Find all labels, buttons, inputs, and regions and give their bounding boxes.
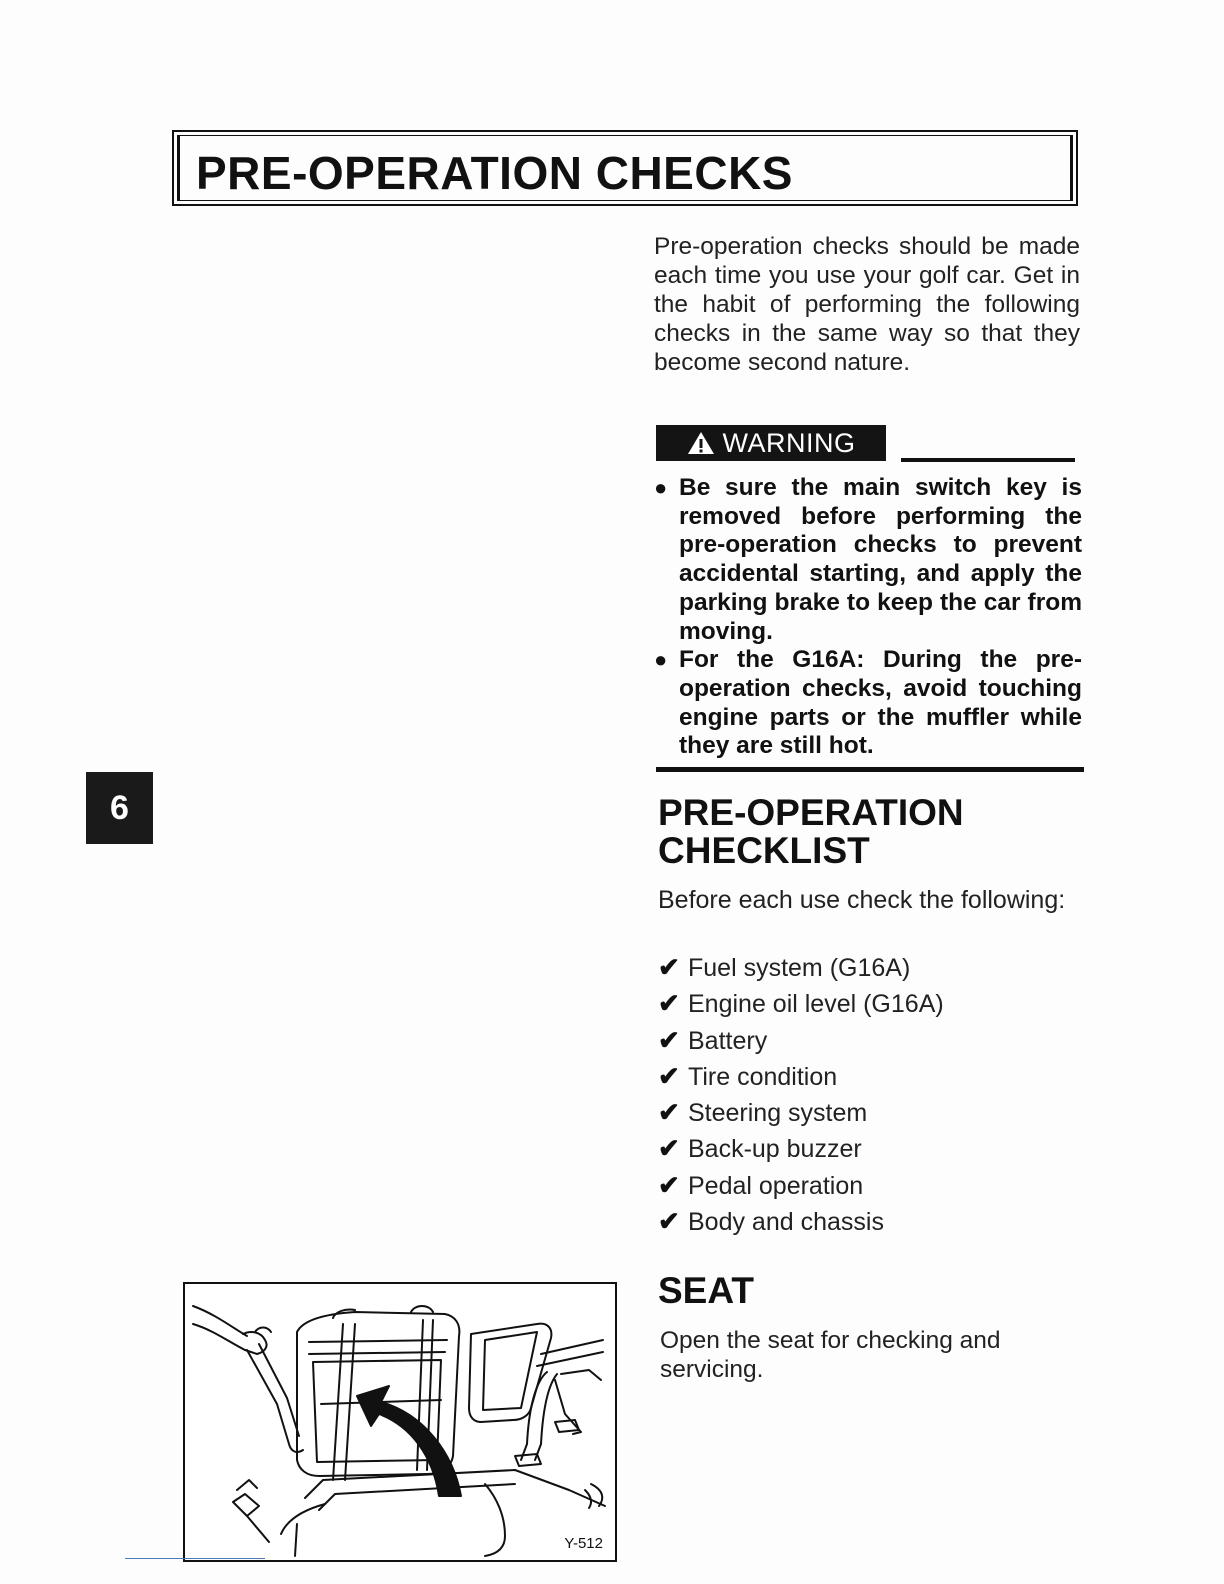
seat-lift-illustration-icon <box>185 1284 615 1560</box>
figure-code: Y-512 <box>564 1535 603 1552</box>
section-title-box <box>172 130 1078 206</box>
chapter-tab: 6 <box>86 772 153 844</box>
warning-rule <box>901 458 1075 462</box>
seat-heading: SEAT <box>658 1270 754 1311</box>
warning-triangle-icon <box>687 431 715 455</box>
checkmark-icon: ✔ <box>658 1097 680 1128</box>
warning-badge <box>656 425 886 461</box>
warning-item: ● Be sure the main switch key is removed before performing the pre-operation checks to prevent accidental starting, and apply the parking brake to keep the car from moving. <box>654 474 1082 645</box>
checklist <box>658 952 944 1242</box>
page-title: PRE-OPERATION CHECKS <box>196 147 793 199</box>
checkmark-icon: ✔ <box>658 952 680 982</box>
checkmark-icon: ✔ <box>658 1206 680 1237</box>
checklist-item: ✔ Back-up buzzer <box>658 1133 862 1164</box>
checkmark-icon: ✔ <box>658 1024 680 1055</box>
warning-end-rule <box>656 767 1084 772</box>
checkmark-icon: ✔ <box>658 1169 680 1200</box>
checklist-item: ✔ Steering system <box>658 1097 868 1128</box>
figure-underline <box>125 1558 265 1559</box>
checkmark-icon: ✔ <box>658 1060 680 1091</box>
checklist-item: ✔ Tire condition <box>658 1060 838 1091</box>
checklist-item: ✔ Fuel system (G16A) <box>658 952 911 982</box>
seat-paragraph: Open the seat for checking and servicing. <box>660 1327 1001 1383</box>
warning-list <box>654 474 1082 761</box>
checklist-item: ✔ Body and chassis <box>658 1206 884 1237</box>
warning-header <box>656 425 1076 463</box>
warning-label: WARNING <box>722 427 856 458</box>
checkmark-icon: ✔ <box>658 988 680 1019</box>
checklist-item: ✔ Engine oil level (G16A) <box>658 988 944 1019</box>
bullet-icon: ● <box>654 647 668 673</box>
checklist-lead: Before each use check the following: <box>658 886 1066 914</box>
bullet-icon: ● <box>654 475 668 500</box>
seat-figure <box>183 1282 617 1562</box>
checklist-heading: PRE-OPERATION CHECKLIST <box>658 792 964 871</box>
checklist-item: ✔ Battery <box>658 1024 768 1055</box>
checklist-item: ✔ Pedal operation <box>658 1169 864 1200</box>
checkmark-icon: ✔ <box>658 1133 680 1164</box>
warning-item: ● For the G16A: During the pre-operation checks, avoid touching engine parts or the muffler while they are still hot. <box>654 646 1082 760</box>
intro-paragraph: Pre-operation checks should be made each time you use your golf car. Get in the habit of performing the following checks in the same way so that they become second nature. <box>654 233 1080 376</box>
